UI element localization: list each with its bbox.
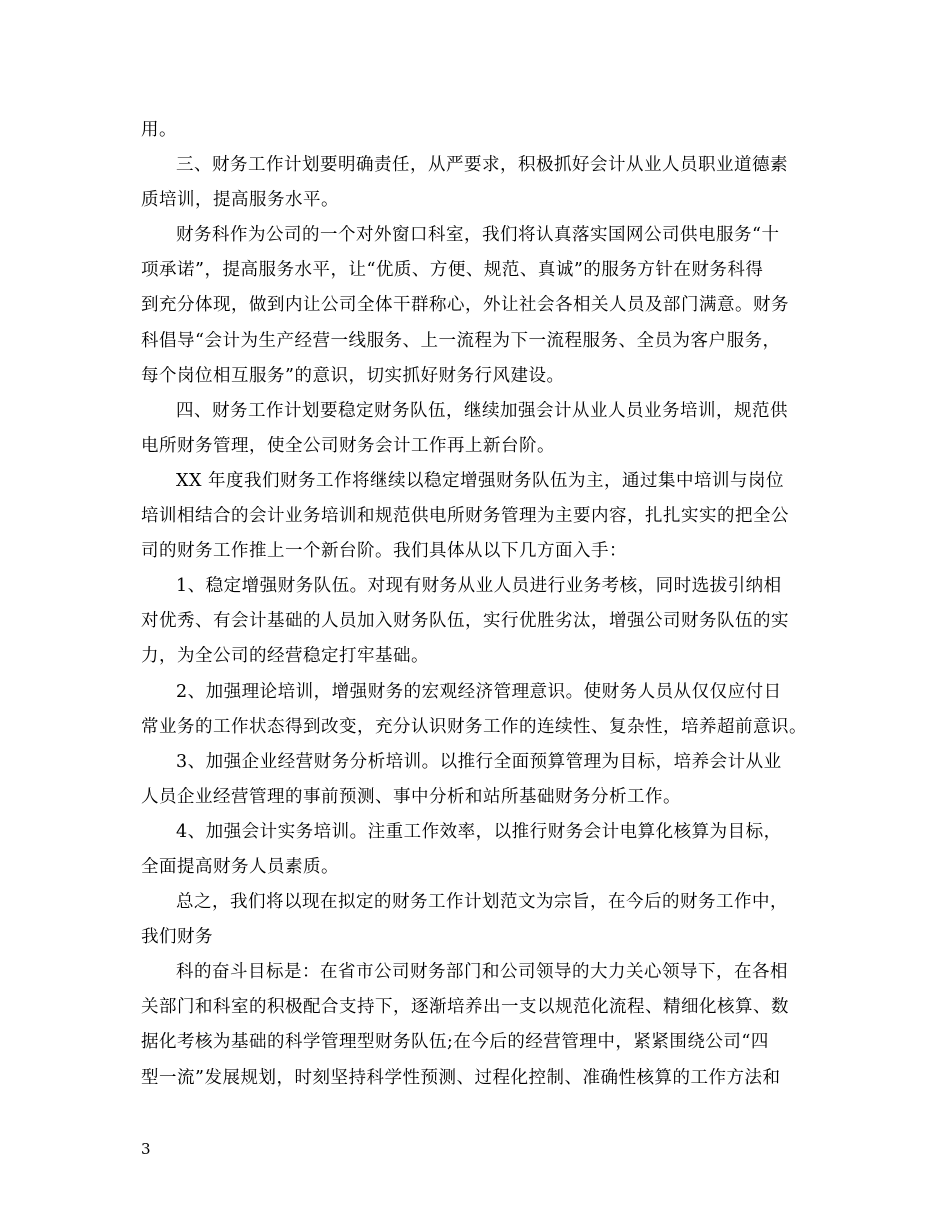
text-line: 用。 [141, 120, 177, 140]
text-line: 总之，我们将以现在拟定的财务工作计划范文为宗旨，在今后的财务工作中， [176, 892, 788, 913]
text-line: 司的财务工作推上一个新台阶。我们具体从以下几方面入手： [141, 541, 627, 562]
text-line: 1、稳定增强财务队伍。对现有财务从业人员进行业务考核，同时选拔引纳相 [176, 576, 782, 597]
text-line: 常业务的工作状态得到改变，充分认识财务工作的连续性、复杂性，培养超前意识。 [141, 716, 807, 737]
text-line: 据化考核为基础的科学管理型财务队伍;在今后的经营管理中，紧紧围绕公司“四 [141, 1032, 769, 1053]
page-number: 3 [141, 1140, 151, 1158]
text-line: 四、财务工作计划要稳定财务队伍，继续加强会计从业人员业务培训，规范供 [176, 400, 788, 421]
text-line: 培训相结合的会计业务培训和规范供电所财务管理为主要内容，扎扎实实的把全公 [141, 506, 789, 527]
text-line: 对优秀、有会计基础的人员加入财务队伍，实行优胜劣汰，增强公司财务队伍的实 [141, 611, 789, 632]
text-line: 型一流”发展规划，时刻坚持科学性预测、过程化控制、准确性核算的工作方法和 [141, 1067, 781, 1088]
text-line: 科倡导“会计为生产经营一线服务、上一流程为下一流程服务、全员为客户服务， [141, 330, 781, 351]
text-line: 项承诺”，提高服务水平，让“优质、方便、规范、真诚”的服务方针在财务科得 [141, 260, 764, 281]
text-line: 每个岗位相互服务”的意识，切实抓好财务行风建设。 [141, 365, 565, 386]
text-line: 4、加强会计实务培训。注重工作效率，以推行财务会计电算化核算为目标， [176, 821, 782, 842]
text-line: 科的奋斗目标是：在省市公司财务部门和公司领导的大力关心领导下，在各相 [176, 962, 788, 983]
text-line: 财务科作为公司的一个对外窗口科室，我们将认真落实国网公司供电服务“十 [176, 225, 780, 246]
text-line: 力，为全公司的经营稳定打牢基础。 [141, 646, 429, 667]
text-line: 全面提高财务人员素质。 [141, 856, 339, 877]
text-line: 我们财务 [141, 927, 213, 948]
text-line: 电所财务管理，使全公司财务会计工作再上新台阶。 [141, 435, 555, 456]
document-body [141, 113, 821, 1096]
text-line: 3、加强企业经营财务分析培训。以推行全面预算管理为目标，培养会计从业 [176, 751, 782, 772]
text-line: 关部门和科室的积极配合支持下，逐渐培养出一支以规范化流程、精细化核算、数 [141, 997, 789, 1018]
text-line: 三、财务工作计划要明确责任，从严要求，积极抓好会计从业人员职业道德素 [176, 155, 788, 176]
text-line: 人员企业经营管理的事前预测、事中分析和站所基础财务分析工作。 [141, 786, 681, 807]
text-line: 到充分体现，做到内让公司全体干群称心，外让社会各相关人员及部门满意。财务 [141, 295, 789, 316]
text-line: 2、加强理论培训，增强财务的宏观经济管理意识。使财务人员从仅仅应付日 [176, 681, 782, 702]
text-line: XX 年度我们财务工作将继续以稳定增强财务队伍为主，通过集中培训与岗位 [176, 470, 784, 491]
text-line: 质培训，提高服务水平。 [141, 190, 339, 211]
